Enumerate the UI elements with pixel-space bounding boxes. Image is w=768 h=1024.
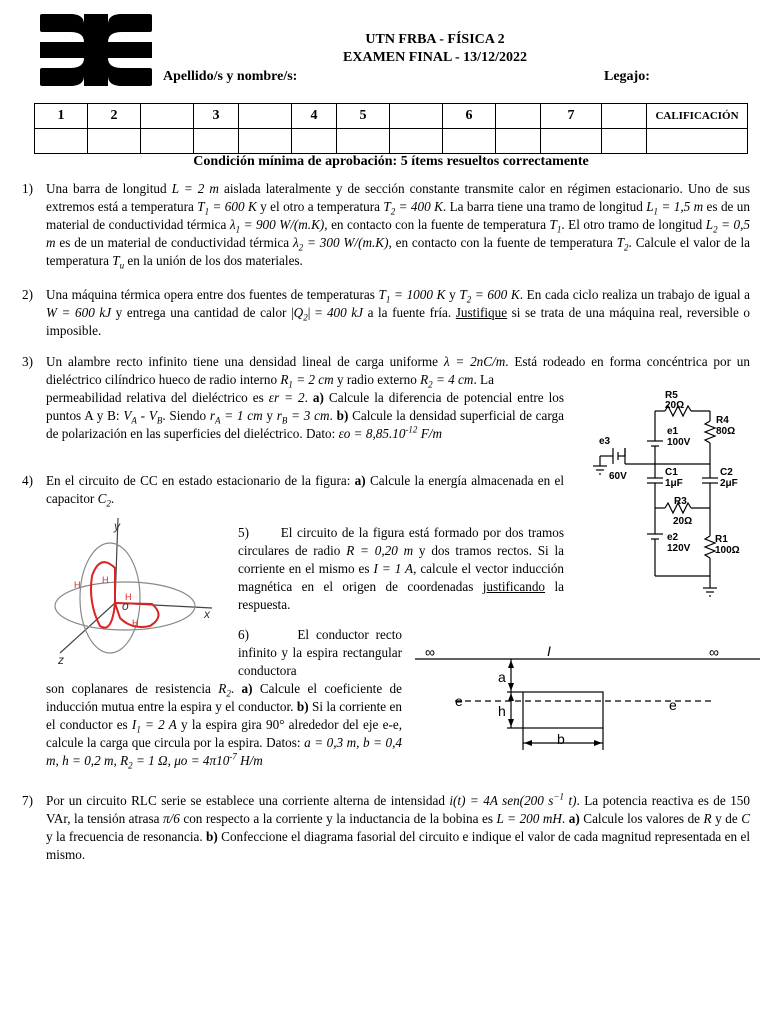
q6-text-top: 6) El conductor recto infinito y la espira rectangular conductora	[238, 627, 402, 678]
q4-text: En el circuito de CC en estado estacionario de la figura: a) Calcule la energía almacenada en el capacitor $C_2$.	[46, 473, 564, 509]
grade-cell[interactable]	[390, 129, 443, 154]
grade-col-4: 4	[292, 104, 337, 129]
infinity-right: ∞	[709, 644, 719, 660]
grade-cell[interactable]	[647, 129, 748, 154]
legajo-label: Legajo:	[604, 69, 650, 84]
c1-value: 1μF	[665, 478, 683, 489]
q6-text-bottom: son coplanares de resistencia $R_2$. a) Calcule el coeficiente de inducción mutua entre la espira y el conductor. b) Si la corriente en el conductor es $I_1 = 2$ A y la espira gira 90° alrededor del eje e-e, calcule la carga que circula por la espira. Datos: a = 0,3 m, b = 0,4 m, h = 0,2 m, $R_2 = 1$ Ω, $\mu o = 4\pi 10^{-7}$ H/m	[46, 681, 403, 771]
approval-condition: Condición mínima de aprobación: 5 ítems resueltos correctamente	[193, 154, 589, 169]
sketch-h-2: H	[102, 575, 109, 585]
dim-h-label: h	[498, 703, 506, 719]
r3-label: R3	[674, 496, 687, 507]
exam-title-line2: EXAMEN FINAL - 13/12/2022	[343, 50, 527, 65]
grade-cell[interactable]	[88, 129, 141, 154]
q6-number: 6)	[238, 627, 249, 642]
axis-e-left: e	[455, 693, 463, 709]
grade-table-score-row	[35, 129, 748, 154]
e2-value: 120V	[667, 543, 691, 554]
grade-cell[interactable]	[141, 129, 194, 154]
q1-number: 1)	[22, 181, 33, 196]
r1-value: 100Ω	[715, 545, 740, 556]
grade-cell[interactable]	[35, 129, 88, 154]
sketch-h-4: H	[132, 618, 139, 628]
r4-value: 80Ω	[716, 426, 736, 437]
loop-sketch-figure	[40, 508, 230, 668]
e1-label: e1	[667, 426, 679, 437]
axis-x-label: x	[204, 607, 210, 621]
q3-text-top: Un alambre recto infinito tiene una densidad lineal de carga uniforme λ = 2nC/m. Está rodeado en forma concéntrica por un dieléctrico cilíndrico hueco de radio interno $R_1 = 2$ cm y radio externo $R_2 = 4$ cm. La	[46, 354, 750, 390]
grade-col-7: 7	[541, 104, 602, 129]
grade-col-6b	[496, 104, 541, 129]
q5-text: 5) El circuito de la figura está formado por dos tramos circulares de radio R = 0,20 m y dos tramos rectos. Si la corriente en el mismo es I = 1 A, calcule el vector inducción magnética en el origen de coordenadas justificando la respuesta.	[238, 525, 565, 612]
q2-text: Una máquina térmica opera entre dos fuentes de temperaturas $T_1 = 1000$ K y $T_2 = 600$ K. En cada ciclo realiza un trabajo de igual a W = 600 kJ y entrega una cantidad de calor $|Q_2| = 400$ kJ a la fuente fría. Justifique si se trata de una máquina real, reversible o imposible.	[46, 287, 751, 338]
q5-number: 5)	[238, 525, 249, 540]
grade-col-3b	[239, 104, 292, 129]
r3-value: 20Ω	[673, 516, 693, 527]
axis-y-label: y	[114, 519, 120, 533]
grade-col-7b	[602, 104, 647, 129]
utn-logo	[40, 14, 152, 86]
dim-a-label: a	[498, 669, 506, 685]
e3-value: 60V	[609, 471, 627, 482]
grade-col-6a	[390, 104, 443, 129]
current-label: I	[547, 643, 551, 659]
grade-col-3a	[141, 104, 194, 129]
sketch-h-1: H	[74, 580, 81, 590]
q1-text: Una barra de longitud L = 2 m aislada lateralmente y de sección constante transmite calor en régimen estacionario. Uno de sus extremos está a temperatura $T_1 = 600$ K y el otro a temperatura $T_2 = 400$ K. La barra tiene una tramo de longitud $L_1 = 1,5$ m es de un material de conductividad térmica $\lambda_1 = 900$ W/(m.K), en contacto con la fuente de temperatura $T_1$. El otro tramo de longitud $L_2 = 0,5$ m es de un material de conductividad térmica $\lambda_2 = 300$ W/(m.K), en contacto con la fuente de temperatura $T_2$. Calcule el valor de la temperatura $T_u$ en la unión de los dos materiales.	[46, 181, 751, 271]
e1-value: 100V	[667, 437, 691, 448]
grade-cell[interactable]	[496, 129, 541, 154]
grade-col-1: 1	[35, 104, 88, 129]
origin-label: o	[122, 599, 129, 613]
grade-table	[34, 103, 748, 154]
dc-circuit-diagram	[585, 386, 760, 604]
exam-title-line1: UTN FRBA - FÍSICA 2	[365, 32, 505, 47]
grade-col-2: 2	[88, 104, 141, 129]
r1-label: R1	[715, 534, 728, 545]
grade-col-5: 5	[337, 104, 390, 129]
grade-cell[interactable]	[443, 129, 496, 154]
grade-table-header-row	[35, 104, 748, 129]
r5-value: 20Ω	[665, 400, 685, 411]
grade-col-calificacion: CALIFICACIÓN	[647, 104, 748, 129]
grade-cell[interactable]	[602, 129, 647, 154]
q2-number: 2)	[22, 287, 33, 302]
r5-label: R5	[665, 390, 678, 401]
grade-cell[interactable]	[194, 129, 239, 154]
e3-label: e3	[599, 436, 611, 447]
grade-cell[interactable]	[239, 129, 292, 154]
grade-cell[interactable]	[292, 129, 337, 154]
grade-cell[interactable]	[541, 129, 602, 154]
axis-z-label: z	[58, 653, 64, 667]
dim-b-label: b	[557, 731, 565, 747]
grade-col-6: 6	[443, 104, 496, 129]
e2-label: e2	[667, 532, 679, 543]
sketch-h-3: H	[125, 592, 132, 602]
axis-e-right: e	[669, 697, 677, 713]
q3-text-bottom: permeabilidad relativa del dieléctrico es εr = 2. a) Calcule la diferencia de potencial entre los puntos A y B: $V_A - V_B$. Siendo $r_A = 1$ cm y $r_B = 3$ cm. b) Calcule la densidad superficial de carga de polarización en las superficies del dieléctrico. Dato: $\varepsilon o = 8,85.10^{-12}$ F/m	[46, 390, 565, 441]
conductor-loop-figure	[415, 640, 760, 755]
q4-number: 4)	[22, 473, 33, 488]
grade-cell[interactable]	[337, 129, 390, 154]
name-label: Apellido/s y nombre/s:	[163, 69, 298, 84]
c2-label: C2	[720, 467, 733, 478]
r4-label: R4	[716, 415, 729, 426]
q3-number: 3)	[22, 354, 33, 369]
infinity-left: ∞	[425, 644, 435, 660]
grade-col-3: 3	[194, 104, 239, 129]
c2-value: 2μF	[720, 478, 738, 489]
c1-label: C1	[665, 467, 678, 478]
q7-number: 7)	[22, 793, 33, 808]
q7-text: Por un circuito RLC serie se establece una corriente alterna de intensidad i(t) = 4A sen(200 $s^{-1}$ t). La potencia reactiva es de 150 VAr, la tensión atrasa π/6 con respecto a la corriente y la inductancia de la bobina es L = 200 mH. a) Calcule los valores de R y de C y la frecuencia de resonancia. b) Confeccione el diagrama fasorial del circuito e indique el valor de cada magnitud representada en el mismo.	[46, 791, 751, 862]
